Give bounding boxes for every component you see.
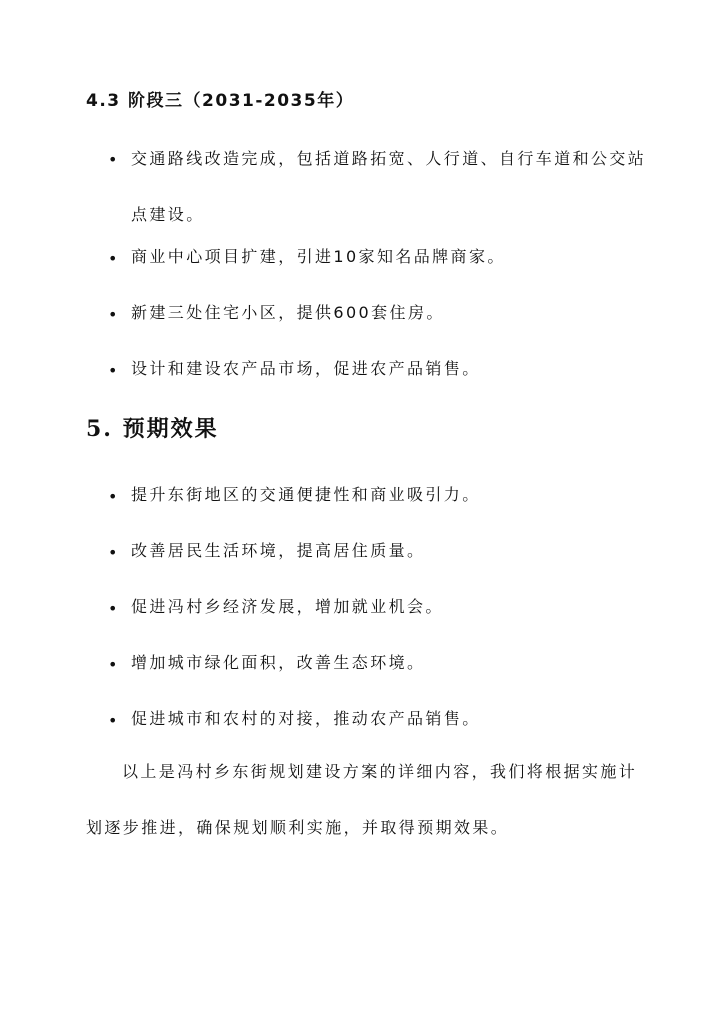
list-item: 商业中心项目扩建，引进10家知名品牌商家。 bbox=[131, 247, 506, 266]
list-item: 交通路线改造完成，包括道路拓宽、人行道、自行车道和公交站点建设。 bbox=[131, 149, 647, 224]
list-item: 提升东街地区的交通便捷性和商业吸引力。 bbox=[131, 485, 481, 504]
bullet-icon: • bbox=[108, 305, 118, 324]
list-item: 设计和建设农产品市场，促进农产品销售。 bbox=[131, 359, 481, 378]
section-5-heading: 5. 预期效果 bbox=[86, 416, 219, 442]
section-4-3-heading: 4.3 阶段三（2031-2035年） bbox=[86, 91, 355, 111]
list-item: 增加城市绿化面积，改善生态环境。 bbox=[131, 653, 426, 672]
bullet-icon: • bbox=[108, 711, 118, 730]
bullet-icon: • bbox=[108, 599, 118, 618]
bullet-icon: • bbox=[108, 655, 118, 674]
bullet-icon: • bbox=[108, 150, 118, 169]
conclusion-paragraph: 以上是冯村乡东街规划建设方案的详细内容，我们将根据实施计划逐步推进，确保规划顺利实施，并取得预期效果。 bbox=[86, 762, 638, 837]
list-item: 促进城市和农村的对接，推动农产品销售。 bbox=[131, 709, 481, 728]
list-item: 促进冯村乡经济发展，增加就业机会。 bbox=[131, 597, 444, 616]
bullet-icon: • bbox=[108, 543, 118, 562]
list-item: 新建三处住宅小区，提供600套住房。 bbox=[131, 303, 445, 322]
bullet-icon: • bbox=[108, 487, 118, 506]
bullet-icon: • bbox=[108, 361, 118, 380]
bullet-icon: • bbox=[108, 249, 118, 268]
list-item: 改善居民生活环境，提高居住质量。 bbox=[131, 541, 426, 560]
